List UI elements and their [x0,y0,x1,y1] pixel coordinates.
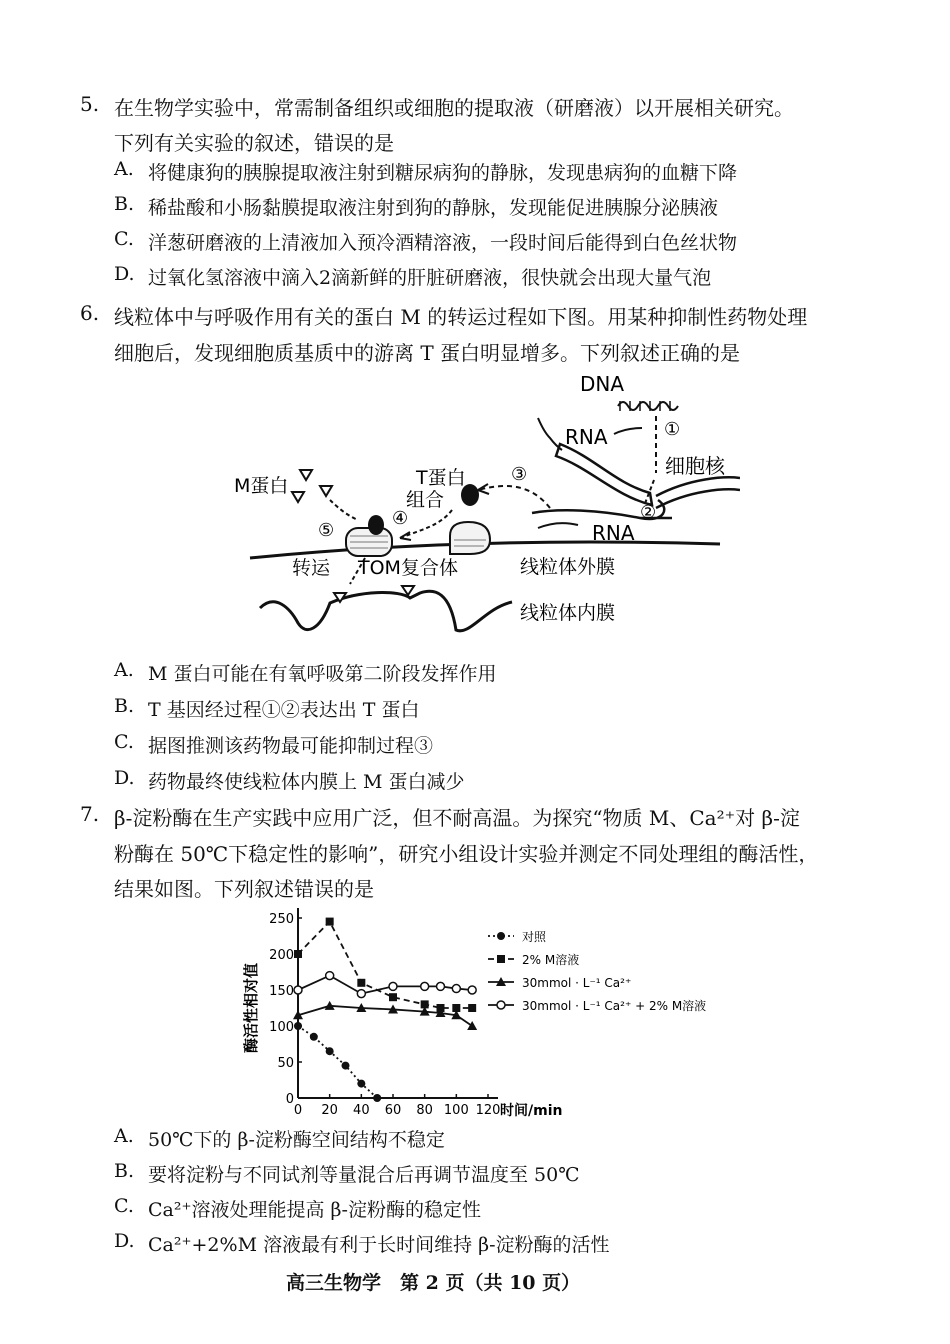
q6-stem-line2: 细胞后，发现细胞质基质中的游离 T 蛋白明显增多。下列叙述正确的是 [114,341,741,365]
series-point-3 [294,986,302,994]
legend-label-3: 30mmol · L⁻¹ Ca²⁺ + 2% M溶液 [522,999,707,1013]
legend-marker-0 [497,932,505,940]
step4-arrowhead [400,532,411,540]
q5-option-text: 过氧化氢溶液中滴入2滴新鲜的肝脏研磨液，很快就会出现大量气泡 [148,267,712,289]
y-tick-label: 250 [269,912,294,927]
tom-complex-right [450,522,490,554]
inner-membrane-label: 线粒体内膜 [520,602,616,624]
series-point-0 [373,1094,381,1102]
x-tick-label: 0 [293,1103,303,1118]
series-point-0 [294,1022,302,1030]
q6-option-key: B. [114,695,135,717]
q6-option-key: D. [114,767,135,789]
q5-option-key: B. [114,193,135,215]
series-point-3 [437,982,445,990]
q7-option-key: D. [114,1230,135,1252]
series-point-1 [468,1004,476,1012]
series-point-1 [294,950,302,958]
q6-option-key: C. [114,731,134,753]
x-tick-label: 20 [321,1103,338,1118]
series-point-3 [389,982,397,990]
series-line-1 [298,922,472,1008]
step3-label: ③ [511,464,528,485]
m-protein-label: M蛋白 [234,475,289,497]
q7-option-text: Ca²⁺+2%M 溶液最有利于长时间维持 β-淀粉酶的活性 [148,1234,610,1256]
q5-stem-line2: 下列有关实验的叙述，错误的是 [114,131,394,155]
series-point-0 [342,1062,350,1070]
series-point-1 [389,993,397,1001]
y-tick-label: 150 [269,984,294,999]
enzyme-activity-chart [236,900,736,1130]
q5-option-text: 洋葱研磨液的上清液加入预冷酒精溶液，一段时间后能得到白色丝状物 [148,232,738,254]
x-axis-label: 时间/min [500,1103,563,1119]
q5-option-key: A. [114,158,134,180]
step1-label: ① [664,419,681,440]
series-point-2 [467,1021,477,1030]
m-protein-triangle-1 [300,470,312,480]
legend-marker-1 [497,955,505,963]
t-protein-label-line2: 组合 [406,489,445,511]
rna-top-label: RNA [565,425,608,449]
q6-stem-line1: 线粒体中与呼吸作用有关的蛋白 M 的转运过程如下图。用某种抑制性药物处理 [114,305,808,329]
outer-membrane-label: 线粒体外膜 [520,556,616,578]
series-point-0 [310,1033,318,1041]
t-protein-free [461,484,479,506]
q7-number: 7. [80,802,100,826]
rna-top-tail [614,428,642,434]
q7-option-text: 要将淀粉与不同试剂等量混合后再调节温度至 50℃ [148,1164,580,1186]
q5-option-text: 稀盐酸和小肠黏膜提取液注射到狗的静脉，发现能促进胰腺分泌胰液 [148,197,719,219]
legend-label-0: 对照 [522,930,547,944]
mitochondria-transport-diagram [220,368,740,648]
x-tick-label: 80 [416,1103,433,1118]
y-axis-label: 酶活性相对值 [242,962,260,1054]
step2-label: ② [640,502,657,523]
t-protein-label-line1: T蛋白 [416,467,466,489]
q6-option-key: A. [114,659,134,681]
legend-label-2: 30mmol · L⁻¹ Ca²⁺ [522,976,632,990]
m-protein-triangle-2 [292,492,304,502]
q7-stem-line2: 粉酶在 50℃下稳定性的影响”，研究小组设计实验并测定不同处理组的酶活性， [114,842,819,866]
step5-label: ⑤ [318,520,335,541]
transport-label: 转运 [292,557,331,579]
series-point-0 [357,1080,365,1088]
nuclear-envelope-upper [556,444,652,505]
y-tick-label: 50 [277,1056,294,1071]
series-point-3 [452,985,460,993]
step4-label: ④ [392,508,409,529]
y-tick-label: 200 [269,948,294,963]
tom-complex-label: TOM复合体 [358,557,458,579]
y-tick-label: 100 [269,1020,294,1035]
series-point-1 [357,979,365,987]
series-point-3 [468,986,476,994]
q5-option-key: D. [114,263,135,285]
q7-option-text: Ca²⁺溶液处理能提高 β-淀粉酶的稳定性 [148,1199,481,1221]
q7-option-key: A. [114,1125,134,1147]
q6-option-text: 药物最终使线粒体内膜上 M 蛋白减少 [148,771,465,793]
rna-bottom-label: RNA [592,521,635,545]
q5-stem-line1: 在生物学实验中，常需制备组织或细胞的提取液（研磨液）以开展相关研究。 [114,96,794,120]
q7-stem-line3: 结果如图。下列叙述错误的是 [114,877,374,901]
step5-arrow [330,500,358,520]
q7-option-text: 50℃下的 β-淀粉酶空间结构不稳定 [148,1129,445,1151]
q7-stem-line1: β-淀粉酶在生产实践中应用广泛，但不耐高温。为探究“物质 M、Ca²⁺对 β-淀 [114,806,800,830]
legend-marker-3 [497,1001,505,1009]
q6-number: 6. [80,301,100,325]
t-protein-bound [368,515,384,535]
series-point-3 [357,990,365,998]
q7-option-key: B. [114,1160,135,1182]
q6-option-text: 据图推测该药物最可能抑制过程③ [148,735,434,757]
series-point-3 [326,972,334,980]
series-point-0 [326,1047,334,1055]
nucleus-label: 细胞核 [665,454,725,478]
q6-option-text: M 蛋白可能在有氧呼吸第二阶段发挥作用 [148,663,497,685]
q5-option-key: C. [114,228,134,250]
x-tick-label: 60 [384,1103,402,1118]
series-line-3 [298,976,472,994]
q7-option-key: C. [114,1195,134,1217]
y-tick-label: 0 [285,1092,294,1107]
q5-option-text: 将健康狗的胰腺提取液注射到糖尿病狗的静脉，发现患病狗的血糖下降 [148,162,738,184]
rna-bottom-strand [538,523,578,528]
series-point-1 [326,918,334,926]
x-tick-label: 40 [353,1103,370,1118]
dna-label: DNA [580,372,625,396]
mitochondria-inner-membrane [260,591,512,631]
x-tick-label: 100 [443,1103,469,1118]
series-point-3 [421,982,429,990]
x-tick-label: 120 [475,1103,501,1118]
step3-arrow [478,486,550,508]
nuclear-envelope-right [656,477,740,508]
page-footer: 高三生物学 第 2 页（共 10 页） [286,1272,581,1294]
dna-helix [618,402,678,410]
q5-number: 5. [80,92,100,116]
m-protein-triangle-3 [320,486,332,496]
q6-option-text: T 基因经过程①②表达出 T 蛋白 [148,699,420,721]
legend-label-1: 2% M溶液 [522,953,580,967]
